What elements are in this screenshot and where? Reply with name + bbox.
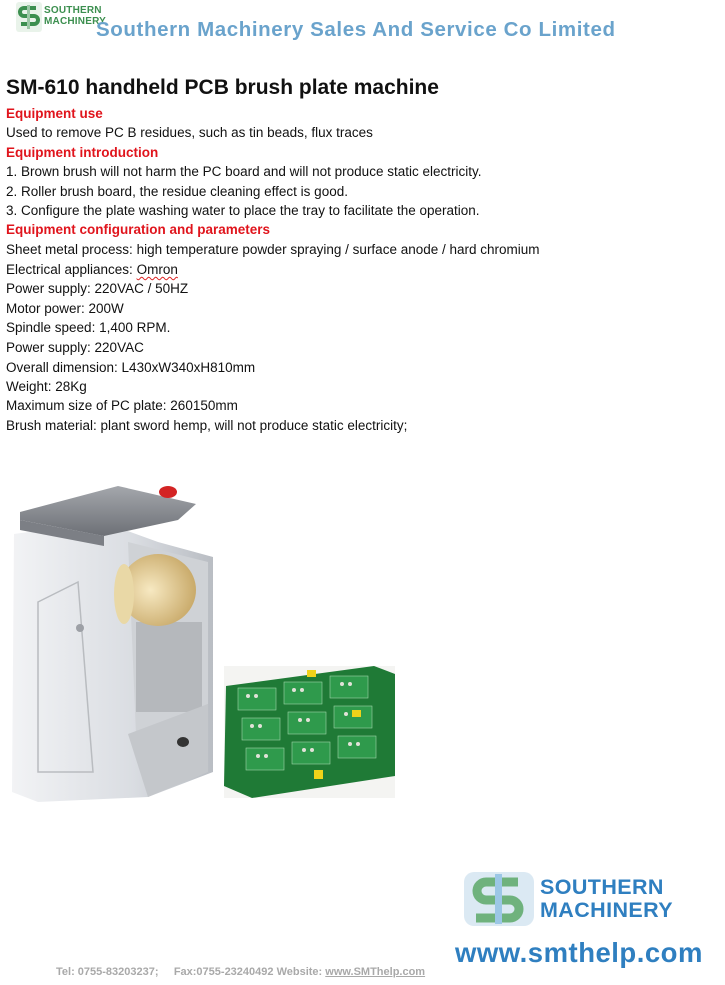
param-motor-power: Motor power: 200W: [6, 301, 124, 316]
param-brush-material: Brush material: plant sword hemp, will not produce static electricity;: [6, 418, 408, 433]
pcb-image: [224, 666, 395, 798]
param-max-plate-size: Maximum size of PC plate: 260150mm: [6, 398, 238, 413]
page-title: SM-610 handheld PCB brush plate machine: [6, 76, 439, 99]
intro-line-1: 1. Brown brush will not harm the PC board and will not produce static electricity.: [6, 164, 482, 179]
param-sheet-metal: Sheet metal process: high temperature powder spraying / surface anode / hard chromium: [6, 242, 540, 257]
company-name: Southern Machinery Sales And Service Co Limited: [96, 18, 616, 41]
company-logo-icon: [16, 2, 42, 32]
contact-url-link[interactable]: www.SMThelp.com: [325, 966, 426, 978]
section-heading-introduction: Equipment introduction: [6, 145, 159, 160]
omron-text: Omron: [136, 262, 178, 277]
footer-logo-text: SOUTHERN MACHINERY: [540, 875, 673, 922]
param-dimension: Overall dimension: L430xW340xH810mm: [6, 360, 256, 375]
param-spindle-speed: Spindle speed: 1,400 RPM.: [6, 320, 171, 335]
website-link[interactable]: www.smthelp.com: [455, 937, 703, 968]
use-text: Used to remove PC B residues, such as tin beads, flux traces: [6, 125, 373, 140]
param-weight: Weight: 28Kg: [6, 379, 87, 394]
machine-image: [8, 472, 220, 812]
param-power-supply-1: Power supply: 220VAC / 50HZ: [6, 281, 189, 296]
param-power-supply-2: Power supply: 220VAC: [6, 340, 144, 355]
section-heading-parameters: Equipment configuration and parameters: [6, 222, 271, 237]
intro-line-2: 2. Roller brush board, the residue cleaning effect is good.: [6, 184, 348, 199]
param-electrical: Electrical appliances: Omron: [6, 262, 178, 277]
contact-info: Tel: 0755-83203237; Fax:0755-23240492 Website: www.SMThelp.com: [56, 966, 426, 978]
section-heading-use: Equipment use: [6, 106, 103, 121]
header-logo-text: SOUTHERN MACHINERY: [44, 5, 106, 27]
intro-line-3: 3. Configure the plate washing water to place the tray to facilitate the operation.: [6, 203, 480, 218]
